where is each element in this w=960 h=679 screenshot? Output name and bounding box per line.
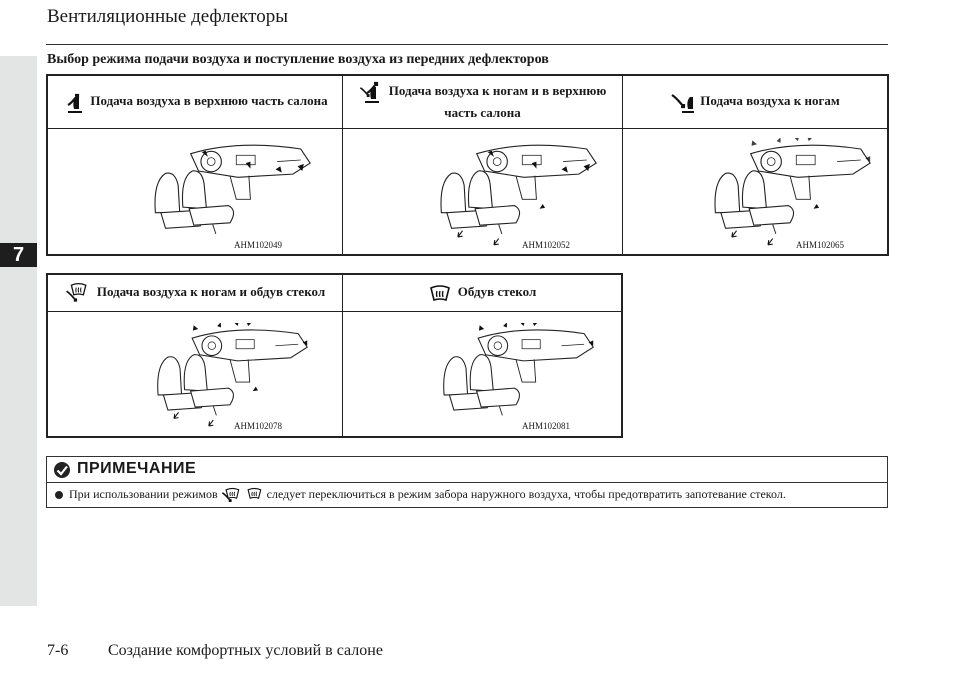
- page-header-title: Вентиляционные дефлекторы: [47, 6, 288, 27]
- note-box: [46, 456, 888, 508]
- chapter-tab: 7: [0, 243, 37, 267]
- airflow-illustration-vent: [120, 138, 340, 248]
- mode-label-foot: Подача воздуха к ногам: [700, 92, 840, 108]
- vent-mode-icon: [62, 91, 84, 113]
- mode-header-defrost: [343, 275, 621, 311]
- note-title: ПРИМЕЧАНИЕ: [77, 460, 197, 477]
- check-icon: [53, 461, 71, 479]
- image-code: AHM102081: [522, 421, 571, 431]
- mode-header-bilevel: [343, 76, 622, 128]
- mode-label-foot-defrost: Подача воздуха к ногам и обдув стекол: [96, 283, 326, 299]
- airflow-illustration-foot: [680, 138, 900, 248]
- defrost-mode-icon: [428, 284, 452, 304]
- airflow-illustration-bilevel: [406, 138, 626, 248]
- defrost-mode-icon: [246, 487, 264, 503]
- image-code: AHM102078: [234, 421, 283, 431]
- image-code: AHM102065: [796, 240, 845, 250]
- modes-table-2: [46, 273, 623, 438]
- page-number: 7-6: [47, 642, 69, 659]
- mode-label-bilevel: Подача воздуха к ногам и в верхнюю часть салона: [388, 82, 607, 120]
- mode-header-foot-defrost: [48, 275, 342, 311]
- foot-defrost-mode-icon: [65, 282, 91, 304]
- bullet-icon: [55, 491, 63, 499]
- image-code: AHM102049: [234, 240, 283, 250]
- foot-defrost-mode-icon: [221, 487, 243, 503]
- airflow-illustration-foot-defrost: [120, 323, 340, 429]
- section-heading: Выбор режима подачи воздуха и поступление воздуха из передних дефлекторов: [47, 52, 549, 67]
- mode-header-vent: [48, 76, 342, 128]
- note-text-prefix: При использовании режимов: [69, 487, 218, 501]
- note-bullet: [55, 487, 786, 503]
- header-rule: [46, 44, 888, 45]
- note-header: [47, 457, 887, 483]
- footer-chapter-title: Создание комфортных условий в салоне: [108, 642, 383, 659]
- image-code: AHM102052: [522, 240, 571, 250]
- mode-header-foot: [623, 76, 887, 128]
- mode-label-vent: Подача воздуха в верхнюю часть салона: [90, 92, 328, 108]
- mode-label-defrost: Обдув стекол: [457, 284, 537, 300]
- airflow-illustration-defrost: [406, 323, 626, 429]
- modes-table-1: [46, 74, 889, 256]
- note-text-suffix: следует переключиться в режим забора наружного воздуха, чтобы предотвратить запотевание стекол.: [266, 487, 786, 501]
- bilevel-mode-icon: [359, 81, 383, 103]
- side-strip: [0, 56, 37, 606]
- foot-mode-icon: [670, 91, 694, 113]
